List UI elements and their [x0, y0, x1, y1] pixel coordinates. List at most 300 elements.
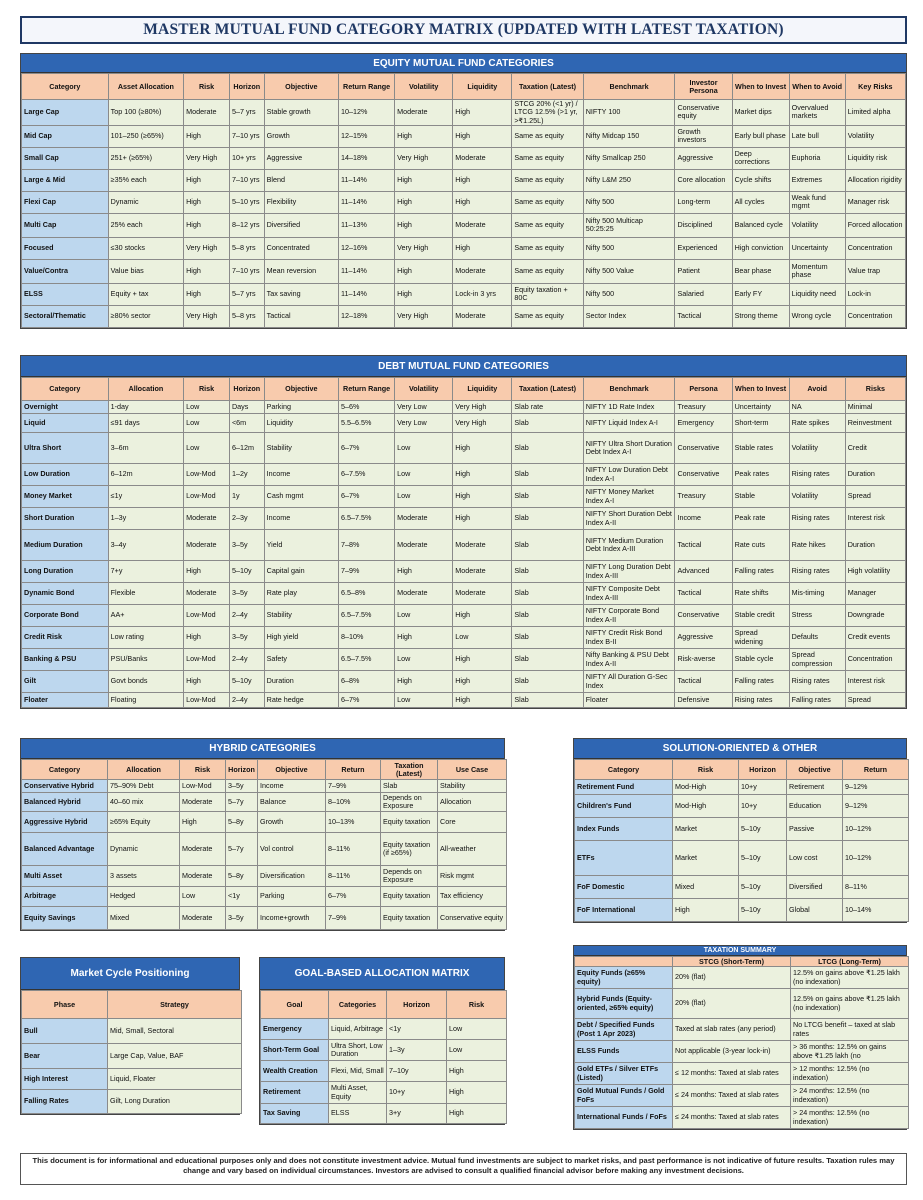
- table-cell: 8–11%: [843, 876, 909, 899]
- document-title-box: [20, 16, 907, 44]
- table-cell: Value bias: [108, 259, 183, 283]
- table-cell: 1–3y: [108, 508, 183, 530]
- row-label: Large & Mid: [22, 169, 109, 191]
- row-label: Equity Funds (≥65% equity): [575, 967, 673, 989]
- table-cell: Slab: [512, 693, 583, 708]
- table-cell: Nifty 500: [583, 283, 675, 305]
- table-cell: Income: [264, 464, 338, 486]
- table-cell: 6.5–7.5%: [339, 605, 395, 627]
- table-row: [575, 989, 909, 1019]
- table-cell: Flexible: [108, 583, 183, 605]
- table-cell: Low-Mod: [184, 605, 230, 627]
- row-label: Index Funds: [575, 818, 673, 841]
- table-cell: Liquidity: [264, 414, 338, 433]
- table-cell: ≤1y: [108, 486, 183, 508]
- column-header: Taxation (Latest): [512, 378, 583, 401]
- column-header: [575, 957, 673, 967]
- table-cell: 12–16%: [339, 237, 395, 259]
- table-row: [575, 841, 909, 876]
- table-cell: Same as equity: [512, 169, 583, 191]
- taxation-table: [574, 956, 909, 1129]
- table-cell: NIFTY 100: [583, 100, 675, 126]
- table-cell: Reinvestment: [845, 414, 905, 433]
- table-row: [575, 1107, 909, 1129]
- table-cell: Moderate: [184, 100, 230, 126]
- table-cell: 10–14%: [843, 899, 909, 922]
- table-row: [575, 967, 909, 989]
- table-cell: Aggressive: [675, 147, 732, 169]
- column-header: Horizon: [226, 760, 258, 780]
- row-label: Aggressive Hybrid: [22, 812, 108, 833]
- column-header: Category: [22, 760, 108, 780]
- table-cell: 6–12m: [229, 433, 264, 464]
- table-cell: Tactical: [675, 305, 732, 327]
- table-cell: Same as equity: [512, 213, 583, 237]
- table-cell: PSU/Banks: [108, 649, 183, 671]
- table-cell: 7+y: [108, 561, 183, 583]
- table-cell: Uncertainty: [732, 401, 789, 414]
- table-cell: Stable credit: [732, 605, 789, 627]
- table-cell: Liquidity risk: [845, 147, 905, 169]
- table-cell: Yield: [264, 530, 338, 561]
- table-cell: 3–6m: [108, 433, 183, 464]
- table-cell: Rate shifts: [732, 583, 789, 605]
- table-cell: High: [184, 169, 230, 191]
- table-row: [575, 1063, 909, 1085]
- table-cell: Blend: [264, 169, 338, 191]
- table-cell: Very High: [184, 237, 230, 259]
- table-cell: Liquidity need: [789, 283, 845, 305]
- table-cell: 3–5y: [229, 530, 264, 561]
- table-cell: ≤ 12 months: Taxed at slab rates: [673, 1063, 791, 1085]
- table-cell: Very High: [395, 147, 453, 169]
- table-cell: Equity taxation: [381, 907, 438, 930]
- table-cell: 5–8y: [226, 812, 258, 833]
- table-cell: Slab: [512, 561, 583, 583]
- row-label: Overnight: [22, 401, 109, 414]
- table-cell: Very High: [184, 147, 230, 169]
- table-cell: Same as equity: [512, 125, 583, 147]
- table-cell: Gilt, Long Duration: [108, 1090, 242, 1114]
- table-cell: 2–4y: [229, 693, 264, 708]
- table-cell: 5.5–6.5%: [339, 414, 395, 433]
- table-cell: 10–12%: [339, 100, 395, 126]
- table-cell: 3–4y: [108, 530, 183, 561]
- table-cell: High: [453, 508, 512, 530]
- table-cell: High: [395, 627, 453, 649]
- column-header: When to Invest: [732, 74, 789, 100]
- table-cell: Tactical: [675, 530, 732, 561]
- table-cell: Uncertainty: [789, 237, 845, 259]
- table-cell: Flexibility: [264, 191, 338, 213]
- column-header: Asset Allocation: [108, 74, 183, 100]
- table-cell: High: [184, 627, 230, 649]
- table-cell: 7–8%: [339, 530, 395, 561]
- row-label: Floater: [22, 693, 109, 708]
- column-header: Liquidity: [453, 378, 512, 401]
- table-cell: Low: [395, 605, 453, 627]
- table-cell: Slab rate: [512, 401, 583, 414]
- table-cell: Conservative: [675, 464, 732, 486]
- row-label: Short Duration: [22, 508, 109, 530]
- table-cell: Slab: [512, 464, 583, 486]
- equity-heading: EQUITY MUTUAL FUND CATEGORIES: [21, 54, 906, 73]
- solution-table: [574, 759, 909, 922]
- table-cell: Rising rates: [789, 508, 845, 530]
- table-cell: Slab: [512, 627, 583, 649]
- row-label: Short-Term Goal: [261, 1040, 329, 1061]
- table-cell: Stability: [264, 605, 338, 627]
- row-label: Conservative Hybrid: [22, 780, 108, 793]
- table-cell: Not applicable (3-year lock-in): [673, 1041, 791, 1063]
- column-header: LTCG (Long-Term): [791, 957, 909, 967]
- table-cell: Growth: [258, 812, 326, 833]
- table-row: [22, 833, 507, 866]
- table-cell: Spread widening: [732, 627, 789, 649]
- column-header: Horizon: [387, 991, 447, 1019]
- column-header: Use Case: [438, 760, 507, 780]
- table-cell: High volatility: [845, 561, 905, 583]
- table-cell: Peak rate: [732, 508, 789, 530]
- table-cell: Moderate: [395, 508, 453, 530]
- table-cell: Moderate: [453, 147, 512, 169]
- table-cell: NIFTY Liquid Index A-I: [583, 414, 675, 433]
- table-cell: Depends on Exposure: [381, 793, 438, 812]
- table-cell: Capital gain: [264, 561, 338, 583]
- table-cell: Nifty 500 Multicap 50:25:25: [583, 213, 675, 237]
- table-row: [22, 671, 906, 693]
- table-cell: Salaried: [675, 283, 732, 305]
- table-cell: 6–7%: [326, 887, 381, 907]
- row-label: Small Cap: [22, 147, 109, 169]
- table-cell: Disciplined: [675, 213, 732, 237]
- row-label: Gilt: [22, 671, 109, 693]
- table-cell: 11–14%: [339, 259, 395, 283]
- table-cell: 10+y: [739, 795, 787, 818]
- table-row: [22, 147, 906, 169]
- table-cell: Education: [787, 795, 843, 818]
- table-cell: 1y: [229, 486, 264, 508]
- table-cell: NIFTY Medium Duration Debt Index A-III: [583, 530, 675, 561]
- row-label: Money Market: [22, 486, 109, 508]
- table-cell: Slab: [512, 486, 583, 508]
- table-cell: Moderate: [180, 907, 226, 930]
- table-row: [575, 876, 909, 899]
- table-cell: Very Low: [395, 401, 453, 414]
- table-cell: Diversified: [264, 213, 338, 237]
- table-cell: Rising rates: [789, 464, 845, 486]
- table-cell: ≥65% Equity: [108, 812, 180, 833]
- table-cell: Market: [673, 818, 739, 841]
- table-cell: Nifty 500: [583, 237, 675, 259]
- table-cell: Income: [264, 508, 338, 530]
- debt-table: [21, 377, 906, 708]
- table-cell: Nifty Midcap 150: [583, 125, 675, 147]
- table-cell: Treasury: [675, 486, 732, 508]
- table-cell: 10–12%: [843, 841, 909, 876]
- table-cell: 5–7 yrs: [229, 100, 264, 126]
- table-cell: Low: [180, 887, 226, 907]
- table-cell: Balanced cycle: [732, 213, 789, 237]
- equity-table: [21, 73, 906, 328]
- table-cell: > 24 months: 12.5% (no indexation): [791, 1107, 909, 1129]
- table-row: [261, 1040, 507, 1061]
- row-label: Sectoral/Thematic: [22, 305, 109, 327]
- table-cell: ≤ 24 months: Taxed at slab rates: [673, 1085, 791, 1107]
- table-cell: NA: [789, 401, 845, 414]
- table-cell: <1y: [226, 887, 258, 907]
- table-row: [22, 283, 906, 305]
- table-cell: Low-Mod: [184, 464, 230, 486]
- column-header: Category: [22, 74, 109, 100]
- table-cell: High: [395, 561, 453, 583]
- table-cell: 2–4y: [229, 649, 264, 671]
- column-header: Volatility: [395, 378, 453, 401]
- column-header: Risk: [184, 74, 230, 100]
- table-row: [575, 1085, 909, 1107]
- market-table: [21, 990, 242, 1114]
- table-cell: Duration: [845, 530, 905, 561]
- disclaimer: This document is for informational and educational purposes only and does not constitute investment advice. Mutual fund investments are subject to market risks, and past performance is not indicative of future results. Taxation rules may change and vary based on individual circumstances. Investors are advised to consult a qualified financial advisor before making any investment decisions.: [20, 1153, 907, 1185]
- table-cell: 6.5–7.5%: [339, 508, 395, 530]
- table-cell: Early FY: [732, 283, 789, 305]
- table-cell: 12–15%: [339, 125, 395, 147]
- table-cell: 5–8 yrs: [229, 305, 264, 327]
- table-cell: Bear phase: [732, 259, 789, 283]
- table-cell: High: [395, 213, 453, 237]
- row-label: Children's Fund: [575, 795, 673, 818]
- table-cell: ≤30 stocks: [108, 237, 183, 259]
- table-row: [22, 812, 507, 833]
- table-cell: Rate play: [264, 583, 338, 605]
- table-cell: Emergency: [675, 414, 732, 433]
- table-row: [22, 530, 906, 561]
- table-cell: Slab: [512, 508, 583, 530]
- solution-section: [573, 738, 907, 923]
- table-cell: 5–8y: [226, 866, 258, 887]
- table-cell: High: [453, 464, 512, 486]
- table-cell: Duration: [845, 464, 905, 486]
- table-cell: Rising rates: [789, 561, 845, 583]
- column-header: Phase: [22, 991, 108, 1019]
- table-cell: High: [453, 237, 512, 259]
- table-cell: 5–10y: [739, 818, 787, 841]
- table-cell: Volatility: [789, 433, 845, 464]
- row-label: Long Duration: [22, 561, 109, 583]
- table-cell: Forced allocation: [845, 213, 905, 237]
- table-cell: 8–11%: [326, 866, 381, 887]
- table-cell: Treasury: [675, 401, 732, 414]
- table-cell: Equity + tax: [108, 283, 183, 305]
- column-header: Liquidity: [453, 74, 512, 100]
- column-header: Allocation: [108, 760, 180, 780]
- column-header: When to Invest: [732, 378, 789, 401]
- table-cell: 20% (flat): [673, 967, 791, 989]
- table-cell: 3–5y: [229, 627, 264, 649]
- table-cell: Aggressive: [675, 627, 732, 649]
- table-cell: Low: [395, 433, 453, 464]
- table-cell: Defensive: [675, 693, 732, 708]
- row-label: Emergency: [261, 1019, 329, 1040]
- table-cell: Parking: [258, 887, 326, 907]
- row-label: International Funds / FoFs: [575, 1107, 673, 1129]
- table-cell: Credit events: [845, 627, 905, 649]
- document-title: MASTER MUTUAL FUND CATEGORY MATRIX (UPDATED WITH LATEST TAXATION): [143, 21, 784, 38]
- table-cell: Conservative: [675, 605, 732, 627]
- table-cell: Slab: [512, 433, 583, 464]
- row-label: Large Cap: [22, 100, 109, 126]
- column-header: Risks: [845, 378, 905, 401]
- table-cell: High: [453, 169, 512, 191]
- table-cell: Credit: [845, 433, 905, 464]
- table-cell: AA+: [108, 605, 183, 627]
- table-cell: 5–7 yrs: [229, 283, 264, 305]
- table-row: [22, 561, 906, 583]
- row-label: FoF Domestic: [575, 876, 673, 899]
- table-cell: Early bull phase: [732, 125, 789, 147]
- table-cell: Deep corrections: [732, 147, 789, 169]
- table-cell: 7–10 yrs: [229, 259, 264, 283]
- table-cell: Low: [184, 414, 230, 433]
- table-cell: Manager risk: [845, 191, 905, 213]
- table-cell: 251+ (≥65%): [108, 147, 183, 169]
- row-label: Arbitrage: [22, 887, 108, 907]
- row-label: Balanced Hybrid: [22, 793, 108, 812]
- column-header: Risk: [184, 378, 230, 401]
- table-cell: Mis-timing: [789, 583, 845, 605]
- table-cell: Strong theme: [732, 305, 789, 327]
- goal-heading: GOAL-BASED ALLOCATION MATRIX: [260, 958, 504, 990]
- table-cell: 6.5–7.5%: [339, 649, 395, 671]
- table-cell: 5–10y: [229, 561, 264, 583]
- table-cell: Sector Index: [583, 305, 675, 327]
- table-cell: Rising rates: [732, 693, 789, 708]
- table-cell: Euphoria: [789, 147, 845, 169]
- row-label: ELSS: [22, 283, 109, 305]
- table-cell: Patient: [675, 259, 732, 283]
- table-cell: Moderate: [395, 583, 453, 605]
- table-cell: Risk-averse: [675, 649, 732, 671]
- table-cell: 101–250 (≥65%): [108, 125, 183, 147]
- table-cell: Volatility: [845, 125, 905, 147]
- row-label: Tax Saving: [261, 1104, 329, 1124]
- table-cell: Slab: [381, 780, 438, 793]
- table-cell: Aggressive: [264, 147, 338, 169]
- table-cell: Conservative: [675, 433, 732, 464]
- table-cell: Very High: [453, 401, 512, 414]
- table-cell: Falling rates: [732, 561, 789, 583]
- table-cell: Income: [675, 508, 732, 530]
- table-cell: Slab: [512, 583, 583, 605]
- row-label: Bear: [22, 1044, 108, 1069]
- table-row: [575, 1019, 909, 1041]
- column-header: Taxation (Latest): [512, 74, 583, 100]
- table-cell: Spread compression: [789, 649, 845, 671]
- table-cell: Moderate: [453, 530, 512, 561]
- equity-section: [20, 53, 907, 329]
- column-header: Objective: [258, 760, 326, 780]
- table-cell: Equity taxation (if ≥65%): [381, 833, 438, 866]
- row-label: Focused: [22, 237, 109, 259]
- table-row: [22, 401, 906, 414]
- table-cell: 6–7%: [339, 433, 395, 464]
- table-row: [22, 1019, 242, 1044]
- table-cell: High: [184, 283, 230, 305]
- table-cell: Retirement: [787, 780, 843, 795]
- row-label: Wealth Creation: [261, 1061, 329, 1082]
- table-cell: Falling rates: [789, 693, 845, 708]
- column-header: STCG (Short-Term): [673, 957, 791, 967]
- table-cell: Spread: [845, 486, 905, 508]
- column-header: Categories: [329, 991, 387, 1019]
- row-label: Dynamic Bond: [22, 583, 109, 605]
- table-cell: Flexi, Mid, Small: [329, 1061, 387, 1082]
- table-row: [22, 693, 906, 708]
- table-cell: Advanced: [675, 561, 732, 583]
- column-header: Volatility: [395, 74, 453, 100]
- column-header: Allocation: [108, 378, 183, 401]
- table-cell: Tax efficiency: [438, 887, 507, 907]
- table-row: [22, 508, 906, 530]
- column-header: Risk: [673, 760, 739, 780]
- table-cell: Floating: [108, 693, 183, 708]
- table-cell: Stable cycle: [732, 649, 789, 671]
- table-cell: Low cost: [787, 841, 843, 876]
- table-cell: NIFTY Money Market Index A-I: [583, 486, 675, 508]
- table-cell: 3 assets: [108, 866, 180, 887]
- table-cell: Volatility: [789, 486, 845, 508]
- table-cell: ≤91 days: [108, 414, 183, 433]
- table-cell: High: [184, 191, 230, 213]
- table-cell: 12–18%: [339, 305, 395, 327]
- column-header: Category: [22, 378, 109, 401]
- row-label: Medium Duration: [22, 530, 109, 561]
- table-cell: 6–8%: [339, 671, 395, 693]
- table-row: [22, 100, 906, 126]
- table-cell: Value trap: [845, 259, 905, 283]
- table-cell: 7–10 yrs: [229, 169, 264, 191]
- table-cell: Top 100 (≥80%): [108, 100, 183, 126]
- table-cell: Moderate: [184, 508, 230, 530]
- goal-table: [260, 990, 507, 1124]
- column-header: Objective: [264, 74, 338, 100]
- table-row: [261, 1019, 507, 1040]
- table-cell: 10+y: [739, 780, 787, 795]
- taxation-summary-section: [573, 945, 907, 1130]
- table-row: [575, 1041, 909, 1063]
- table-cell: Moderate: [180, 793, 226, 812]
- table-cell: Limited alpha: [845, 100, 905, 126]
- table-cell: Lock-in 3 yrs: [453, 283, 512, 305]
- column-header: Horizon: [229, 378, 264, 401]
- table-cell: <6m: [229, 414, 264, 433]
- column-header: Taxation (Latest): [381, 760, 438, 780]
- table-row: [22, 169, 906, 191]
- table-cell: 3–5y: [229, 583, 264, 605]
- table-cell: Floater: [583, 693, 675, 708]
- table-cell: Allocation rigidity: [845, 169, 905, 191]
- table-cell: Low: [395, 464, 453, 486]
- row-label: High Interest: [22, 1069, 108, 1090]
- row-label: ETFs: [575, 841, 673, 876]
- table-cell: High yield: [264, 627, 338, 649]
- table-cell: > 36 months: 12.5% on gains above ₹1.25 lakh (no: [791, 1041, 909, 1063]
- column-header: Benchmark: [583, 378, 675, 401]
- table-cell: Equity taxation: [381, 812, 438, 833]
- table-cell: Momentum phase: [789, 259, 845, 283]
- table-cell: 2–3y: [229, 508, 264, 530]
- table-cell: Tactical: [264, 305, 338, 327]
